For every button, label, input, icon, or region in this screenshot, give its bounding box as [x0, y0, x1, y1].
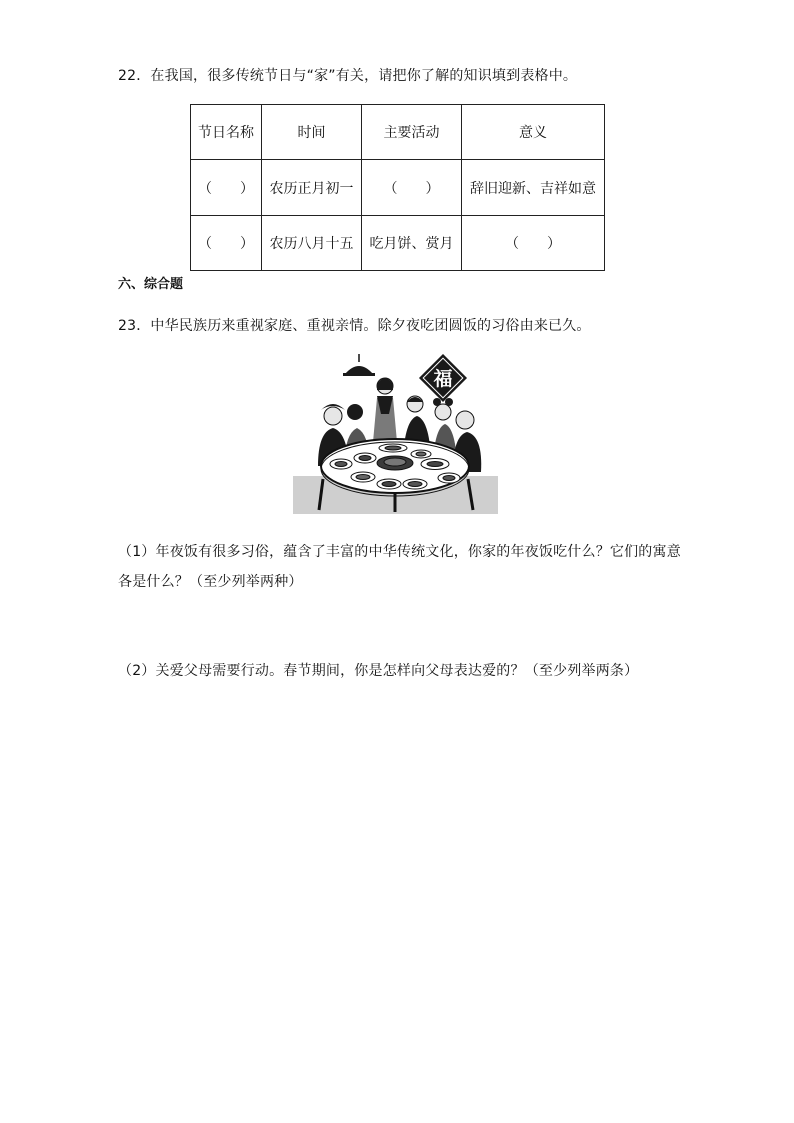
section-title: 六、综合题: [118, 277, 184, 292]
festival-table: [190, 104, 605, 271]
answer-blank-cell[interactable]: （ ）: [191, 160, 262, 216]
question-22-prompt: 22．在我国，很多传统节日与“家”有关，请把你了解的知识填到表格中。: [118, 68, 578, 84]
table-header-row: [191, 105, 605, 160]
table-cell: 吃月饼、赏月: [362, 216, 462, 271]
answer-blank-cell[interactable]: （ ）: [362, 160, 462, 216]
answer-blank-cell[interactable]: （ ）: [462, 216, 605, 271]
subquestion-2: （2）关爱父母需要行动。春节期间，你是怎样向父母表达爱的？（至少列举两条）: [118, 663, 639, 679]
subquestion-1-line-1: （1）年夜饭有很多习俗，蕴含了丰富的中华传统文化，你家的年夜饭吃什么？它们的寓意: [118, 544, 681, 560]
table-header-cell: 节日名称: [191, 105, 262, 160]
table-cell: 辞旧迎新、吉祥如意: [462, 160, 605, 216]
fu-character: 福: [433, 368, 453, 390]
reunion-dinner-illustration: [293, 354, 498, 514]
table-row: [191, 216, 605, 271]
table-header-cell: 主要活动: [362, 105, 462, 160]
answer-blank-cell[interactable]: （ ）: [191, 216, 262, 271]
subquestion-1-line-2: 各是什么？（至少列举两种）: [118, 574, 303, 590]
table-cell: 农历正月初一: [262, 160, 362, 216]
lamp-icon: [345, 366, 373, 374]
table-row: [191, 160, 605, 216]
table-header-cell: 时间: [262, 105, 362, 160]
table-header-cell: 意义: [462, 105, 605, 160]
table-cell: 农历八月十五: [262, 216, 362, 271]
question-23-prompt: 23．中华民族历来重视家庭、重视亲情。除夕夜吃团圆饭的习俗由来已久。: [118, 318, 591, 334]
